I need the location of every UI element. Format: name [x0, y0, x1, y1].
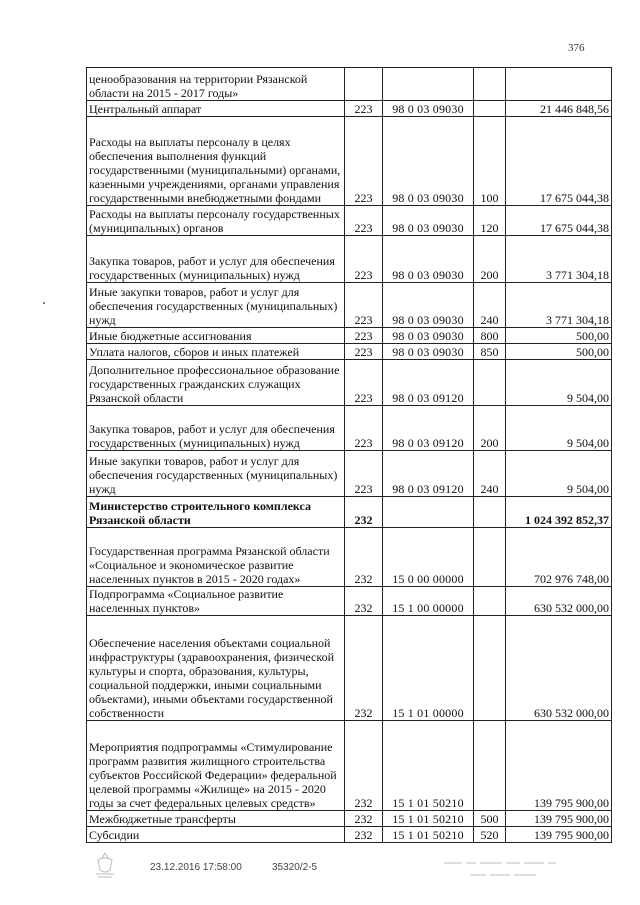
cell-name: Иные бюджетные ассигнования	[87, 328, 345, 344]
cell-target-article: 98 0 03 09030	[383, 236, 474, 283]
cell-name: Субсидии	[87, 827, 345, 843]
cell-target-article: 98 0 03 09120	[383, 360, 474, 406]
cell-department-code: 232	[345, 827, 383, 843]
cell-department-code: 223	[345, 101, 383, 117]
budget-table-container	[86, 67, 612, 843]
cell-department-code: 223	[345, 283, 383, 328]
cell-name: Иные закупки товаров, работ и услуг для обеспечения государственных (муниципальных) нужд	[87, 451, 345, 497]
table-row	[87, 328, 612, 344]
cell-amount: 17 675 044,38	[506, 117, 612, 206]
cell-amount: 9 504,00	[506, 360, 612, 406]
cell-expense-type	[474, 616, 506, 721]
cell-name: Закупка товаров, работ и услуг для обеспечения государственных (муниципальных) нужд	[87, 236, 345, 283]
cell-department-code: 232	[345, 721, 383, 811]
cell-target-article	[383, 497, 474, 528]
cell-name: Дополнительное профессиональное образование государственных гражданских служащих Рязанской области	[87, 360, 345, 406]
cell-department-code: 223	[345, 328, 383, 344]
cell-department-code	[345, 68, 383, 101]
cell-name: Уплата налогов, сборов и иных платежей	[87, 344, 345, 360]
cell-target-article: 98 0 03 09030	[383, 283, 474, 328]
cell-expense-type: 200	[474, 236, 506, 283]
cell-name: Обеспечение населения объектами социальной инфраструктуры (здравоохранения, физической культуры и спорта, образования, культуры, социальной поддержки, иными социальными объектами), иными объектами государственной собственности	[87, 616, 345, 721]
cell-department-code: 232	[345, 497, 383, 528]
table-row	[87, 101, 612, 117]
cell-department-code: 223	[345, 236, 383, 283]
cell-expense-type: 120	[474, 206, 506, 236]
table-row	[87, 587, 612, 616]
cell-target-article: 98 0 03 09030	[383, 117, 474, 206]
cell-name: Межбюджетные трансферты	[87, 811, 345, 827]
cell-target-article: 15 0 00 00000	[383, 528, 474, 587]
table-row	[87, 68, 612, 101]
cell-expense-type: 500	[474, 811, 506, 827]
cell-target-article	[383, 68, 474, 101]
cell-amount: 630 532 000,00	[506, 616, 612, 721]
table-row	[87, 528, 612, 587]
cell-expense-type	[474, 497, 506, 528]
table-row	[87, 451, 612, 497]
cell-name: Министерство строительного комплекса Рязанской области	[87, 497, 345, 528]
cell-amount: 500,00	[506, 328, 612, 344]
cell-target-article: 98 0 03 09120	[383, 406, 474, 451]
cell-expense-type	[474, 721, 506, 811]
cell-name: Подпрограмма «Социальное развитие населенных пунктов»	[87, 587, 345, 616]
table-row	[87, 811, 612, 827]
cell-amount: 21 446 848,56	[506, 101, 612, 117]
table-row	[87, 406, 612, 451]
emblem-icon	[90, 850, 120, 880]
cell-target-article: 15 1 01 50210	[383, 827, 474, 843]
cell-amount: 500,00	[506, 344, 612, 360]
cell-target-article: 98 0 03 09030	[383, 344, 474, 360]
margin-mark	[43, 302, 45, 304]
cell-amount: 139 795 900,00	[506, 721, 612, 811]
cell-amount: 17 675 044,38	[506, 206, 612, 236]
table-row	[87, 616, 612, 721]
cell-department-code: 223	[345, 117, 383, 206]
cell-target-article: 15 1 01 50210	[383, 811, 474, 827]
cell-department-code: 232	[345, 587, 383, 616]
cell-amount: 9 504,00	[506, 451, 612, 497]
cell-target-article: 15 1 01 50210	[383, 721, 474, 811]
table-row	[87, 206, 612, 236]
cell-department-code: 223	[345, 406, 383, 451]
table-row	[87, 360, 612, 406]
cell-expense-type	[474, 528, 506, 587]
cell-amount: 9 504,00	[506, 406, 612, 451]
cell-expense-type	[474, 101, 506, 117]
cell-expense-type: 850	[474, 344, 506, 360]
table-row	[87, 283, 612, 328]
faint-stamp-icon	[440, 853, 560, 883]
cell-expense-type	[474, 360, 506, 406]
cell-department-code: 223	[345, 344, 383, 360]
cell-amount: 139 795 900,00	[506, 827, 612, 843]
cell-expense-type: 800	[474, 328, 506, 344]
footer-date: 23.12.2016 17:58:00	[150, 862, 242, 873]
cell-target-article: 98 0 03 09030	[383, 328, 474, 344]
cell-amount: 3 771 304,18	[506, 283, 612, 328]
table-row	[87, 117, 612, 206]
budget-table	[86, 67, 612, 843]
cell-department-code: 232	[345, 616, 383, 721]
cell-department-code: 223	[345, 206, 383, 236]
cell-amount: 702 976 748,00	[506, 528, 612, 587]
table-row	[87, 721, 612, 811]
cell-name: Расходы на выплаты персоналу государственных (муниципальных) органов	[87, 206, 345, 236]
cell-department-code: 223	[345, 360, 383, 406]
cell-expense-type: 100	[474, 117, 506, 206]
page-number: 376	[568, 42, 585, 54]
cell-expense-type	[474, 68, 506, 101]
cell-expense-type: 240	[474, 451, 506, 497]
cell-target-article: 15 1 00 00000	[383, 587, 474, 616]
cell-department-code: 232	[345, 811, 383, 827]
cell-name: ценообразования на территории Рязанской области на 2015 - 2017 годы»	[87, 68, 345, 101]
cell-name: Мероприятия подпрограммы «Стимулирование программ развития жилищного строительства субъектов Российской Федерации» федеральной целевой программы «Жилище» на 2015 - 2020 годы за счет федеральных целевых средств»	[87, 721, 345, 811]
table-row	[87, 344, 612, 360]
cell-amount: 3 771 304,18	[506, 236, 612, 283]
cell-expense-type: 520	[474, 827, 506, 843]
cell-amount: 1 024 392 852,37	[506, 497, 612, 528]
cell-expense-type: 200	[474, 406, 506, 451]
cell-target-article: 98 0 03 09120	[383, 451, 474, 497]
cell-amount: 630 532 000,00	[506, 587, 612, 616]
cell-name: Закупка товаров, работ и услуг для обеспечения государственных (муниципальных) нужд	[87, 406, 345, 451]
cell-target-article: 98 0 03 09030	[383, 206, 474, 236]
cell-target-article: 98 0 03 09030	[383, 101, 474, 117]
cell-amount	[506, 68, 612, 101]
cell-amount: 139 795 900,00	[506, 811, 612, 827]
cell-target-article: 15 1 01 00000	[383, 616, 474, 721]
cell-department-code: 223	[345, 451, 383, 497]
budget-table-body	[87, 68, 612, 843]
table-row	[87, 497, 612, 528]
table-row	[87, 827, 612, 843]
cell-name: Иные закупки товаров, работ и услуг для обеспечения государственных (муниципальных) нужд	[87, 283, 345, 328]
cell-expense-type: 240	[474, 283, 506, 328]
cell-name: Государственная программа Рязанской области «Социальное и экономическое развитие населенных пунктов в 2015 - 2020 годах»	[87, 528, 345, 587]
table-row	[87, 236, 612, 283]
cell-name: Центральный аппарат	[87, 101, 345, 117]
footer-document-code: 35320/2-5	[272, 862, 318, 873]
cell-name: Расходы на выплаты персоналу в целях обеспечения выполнения функций государственными (муниципальными) органами, казенными учреждениями, органами управления государственными внебюджетными фондами	[87, 117, 345, 206]
cell-department-code: 232	[345, 528, 383, 587]
cell-expense-type	[474, 587, 506, 616]
